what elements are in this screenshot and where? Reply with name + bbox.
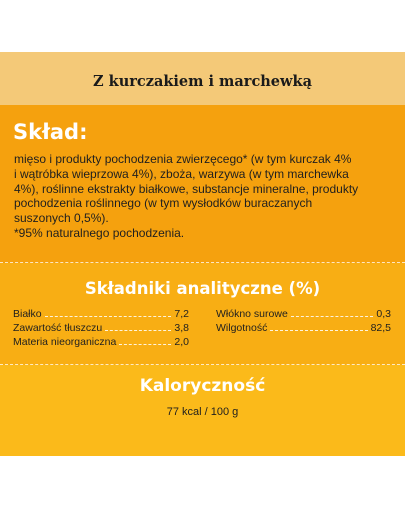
composition-line: i wątróbka wieprzowa 4%), zboża, warzywa (w tym marchewka [14, 166, 349, 181]
dotted-leader [119, 344, 171, 345]
calories-value: 77 kcal / 100 g [166, 406, 239, 418]
nutrient-value: 3,8 [174, 322, 189, 334]
composition-line: 4%), roślinne ekstrakty białkowe, substancje mineralne, produkty [14, 181, 359, 196]
nutrient-row [13, 306, 189, 320]
nutrient-value: 0,3 [376, 308, 391, 320]
dotted-leader [270, 330, 367, 331]
nutrient-label: Zawartość tłuszczu [13, 322, 103, 334]
nutrient-row [13, 334, 189, 348]
nutrient-value: 2,0 [174, 336, 189, 348]
nutrient-row [216, 320, 391, 334]
nutrient-label: Materia nieorganiczna [13, 336, 117, 348]
analytical-section [0, 263, 405, 365]
nutrient-value: 7,2 [174, 308, 189, 320]
composition-line: pochodzenia roślinnego (w tym wysłodków buraczanych [14, 196, 313, 211]
nutrient-label: Wilgotność [216, 322, 268, 334]
composition-section [0, 105, 405, 263]
nutrient-row [216, 306, 391, 320]
title-band [0, 52, 405, 105]
nutrient-value: 82,5 [370, 322, 391, 334]
composition-footnote: *95% naturalnego pochodzenia. [14, 225, 185, 240]
composition-line: suszonych 0,5%). [14, 211, 109, 226]
composition-heading: Skład: [13, 120, 88, 144]
composition-text [14, 152, 389, 241]
nutrient-row [13, 320, 189, 334]
composition-line: mięso i produkty pochodzenia zwierzęcego* (w tym kurczak 4% [14, 152, 352, 166]
calories-section [0, 365, 405, 456]
analytical-heading: Składniki analityczne (%) [84, 279, 321, 298]
product-title: Z kurczakiem i marchewką [93, 73, 312, 90]
nutrient-label: Białko [13, 308, 42, 320]
dotted-leader [291, 316, 374, 317]
dotted-leader [105, 330, 171, 331]
nutrient-label: Włókno surowe [216, 308, 288, 320]
dotted-leader [45, 316, 172, 317]
calories-heading: Kaloryczność [139, 376, 266, 396]
